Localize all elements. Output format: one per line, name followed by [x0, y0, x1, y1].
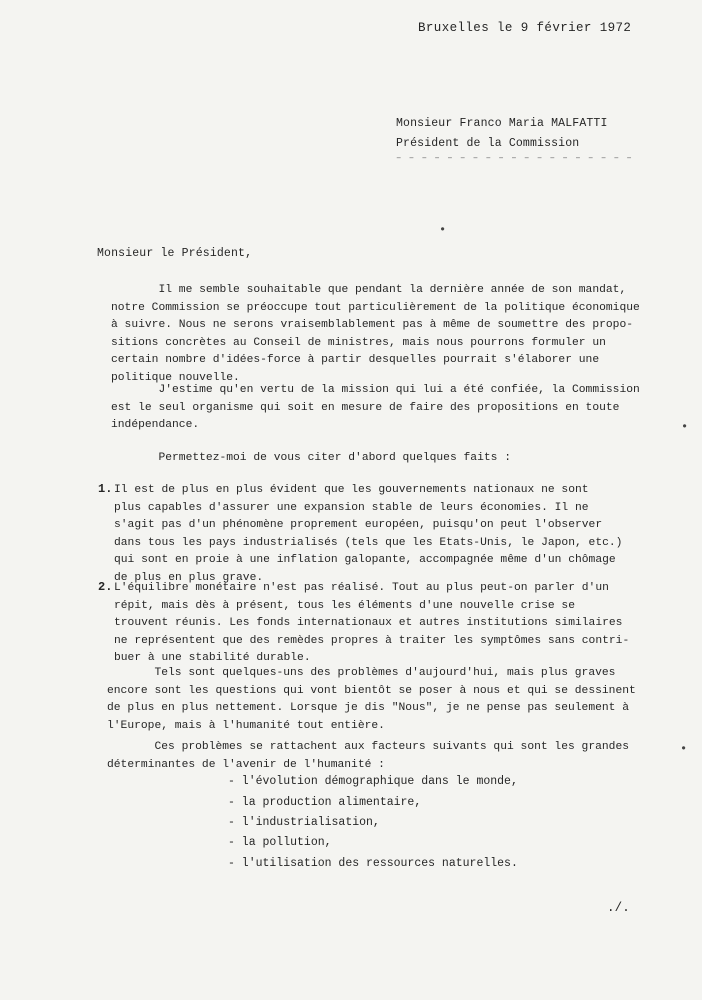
factor-item: - l'utilisation des ressources naturelles.	[228, 857, 518, 870]
text-line: l'Europe, mais à l'humanité tout entière.	[107, 719, 385, 732]
factor-item: - l'évolution démographique dans le monde,	[228, 775, 518, 788]
margin-mark: •	[680, 742, 688, 756]
item-1-number: 1.	[98, 482, 113, 496]
text-line: Il me semble souhaitable que pendant la dernière année de son mandat,	[111, 284, 627, 296]
factor-item: - la production alimentaire,	[228, 796, 422, 809]
text-line: répit, mais dès à présent, tous les éléments d'une nouvelle crise se	[114, 599, 575, 612]
text-line: s'agit pas d'un phénomène proprement européen, puisqu'on peut l'observer	[114, 519, 603, 531]
text-line: J'estime qu'en vertu de la mission qui lui a été confiée, la Commission	[111, 384, 640, 396]
text-line: de plus en plus nettement. Lorsque je dis "Nous", je ne pense pas seulement à	[107, 702, 630, 714]
text-line: Ces problèmes se rattachent aux facteurs suivants qui sont les grandes	[107, 741, 630, 753]
text-line: L'équilibre monétaire n'est pas réalisé. Tout au plus peut-on parler d'un	[114, 582, 609, 594]
margin-mark: •	[681, 420, 689, 434]
salutation: Monsieur le Président,	[97, 247, 253, 260]
text-line: Il est de plus en plus évident que les gouvernements nationaux ne sont	[114, 484, 589, 496]
paragraph-5	[107, 739, 667, 774]
text-line: plus capables d'assurer une expansion stable de leurs économies. Il ne	[114, 501, 589, 514]
text-line: buer à une stabilité durable.	[114, 652, 311, 664]
separator-dashes: – – – – – – – – – – – – – – – – – – –	[396, 153, 633, 163]
text-line: trouvent réunis. Les fonds internationaux et autres institutions similaires	[114, 617, 623, 629]
text-line: ne représentent que des remèdes propres à traiter les symptômes sans contri-	[114, 634, 630, 647]
text-line: déterminantes de l'avenir de l'humanité :	[107, 758, 385, 771]
text-line: certain nombre d'idées-force à partir desquelles pourrait s'élaborer une	[111, 354, 600, 366]
factor-item: - la pollution,	[228, 836, 332, 849]
text-line: sitions concrètes au Conseil de ministres, mais nous pourrons formuler un	[111, 336, 606, 349]
text-line: encore sont les questions qui vont bientôt se poser à nous et qui se dessinent	[107, 684, 636, 697]
text-line: dans tous les pays industrialisés (tels que les Etats-Unis, le Japon, etc.)	[114, 536, 623, 549]
item-1-text	[114, 482, 674, 587]
paragraph-4	[107, 665, 667, 735]
paragraph-1	[111, 282, 671, 387]
text-line: est le seul organisme qui soit en mesure de faire des propositions en toute	[111, 401, 620, 414]
text-line: de plus en plus grave.	[114, 571, 264, 584]
text-line: politique nouvelle.	[111, 371, 240, 384]
continuation-mark: ./.	[607, 901, 630, 915]
item-2-number: 2.	[98, 580, 113, 594]
paragraph-2	[111, 382, 671, 435]
stray-mark: •	[439, 223, 447, 237]
text-line: qui sont en proie à une inflation galopante, accompagnée même d'un chômage	[114, 554, 616, 566]
recipient-name: Monsieur Franco Maria MALFATTI	[396, 117, 608, 130]
text-line: à suivre. Nous ne serons vraisemblablement pas à même de soumettre des propo-	[111, 319, 634, 331]
text-line: notre Commission se préoccupe tout particulièrement de la politique économique	[111, 301, 640, 314]
factor-item: - l'industrialisation,	[228, 816, 380, 829]
recipient-title: Président de la Commission	[396, 137, 580, 150]
paragraph-3	[111, 450, 671, 468]
text-line: indépendance.	[111, 419, 200, 431]
letter-date: Bruxelles le 9 février 1972	[418, 21, 632, 35]
text-line: Tels sont quelques-uns des problèmes d'aujourd'hui, mais plus graves	[107, 667, 616, 679]
item-2-text	[114, 580, 674, 668]
text-line: Permettez-moi de vous citer d'abord quelques faits :	[111, 452, 511, 464]
